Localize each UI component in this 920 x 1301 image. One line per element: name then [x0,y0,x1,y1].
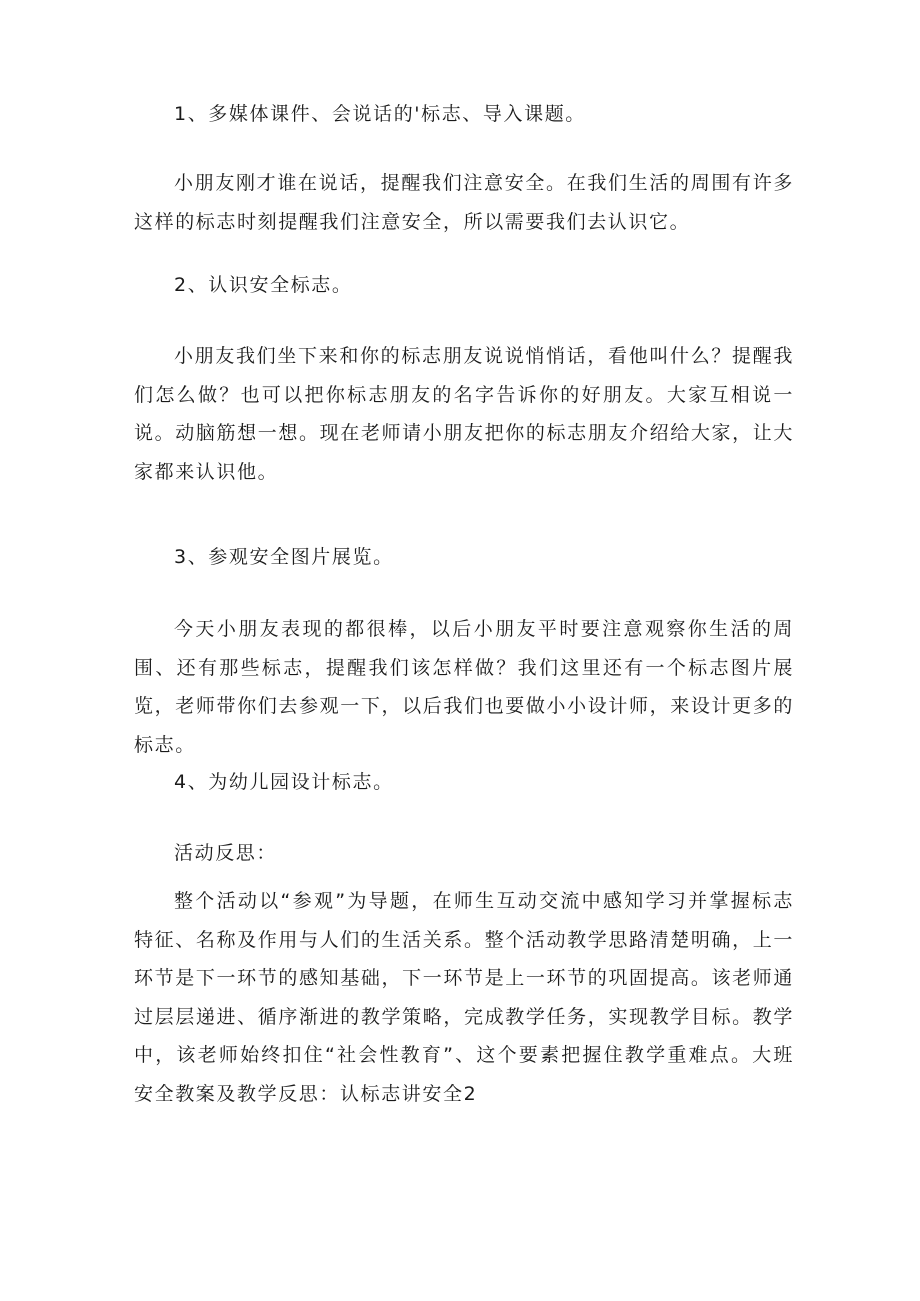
reflection-heading: 活动反思： [174,842,278,864]
step-3-body: 今天小朋友表现的都很棒，以后小朋友平时要注意观察你生活的周围、还有那些标志，提醒我们该怎样做？我们这里还有一个标志图片展览，老师带你们去参观一下，以后我们也要做小小设计师，来设计更多的标志。 [134,618,794,756]
step-1-heading: 1、多媒体课件、会说话的'标志、导入课题。 [174,103,586,125]
reflection-body: 整个活动以“参观”为导题，在师生互动交流中感知学习并掌握标志特征、名称及作用与人们的生活关系。整个活动教学思路清楚明确，上一环节是下一环节的感知基础，下一环节是上一环节的巩固提高。该老师通过层层递进、循序渐进的教学策略，完成教学任务，实现教学目标。教学中，该老师始终扣住“社会性教育”、这个要素把握住教学重难点。大班安全教案及教学反思：认标志讲安全2 [134,890,794,1105]
step-1-body: 小朋友刚才谁在说话，提醒我们注意安全。在我们生活的周围有许多这样的标志时刻提醒我们注意安全，所以需要我们去认识它。 [134,172,794,233]
step-2-heading: 2、认识安全标志。 [174,274,353,296]
step-4-heading: 4、为幼儿园设计标志。 [174,771,394,793]
step-2-body: 小朋友我们坐下来和你的标志朋友说说悄悄话，看他叫什么？提醒我们怎么做？也可以把你标志朋友的名字告诉你的好朋友。大家互相说一说。动脑筋想一想。现在老师请小朋友把你的标志朋友介绍给大家，让大家都来认识他。 [134,345,794,483]
step-3-heading: 3、参观安全图片展览。 [174,546,394,568]
